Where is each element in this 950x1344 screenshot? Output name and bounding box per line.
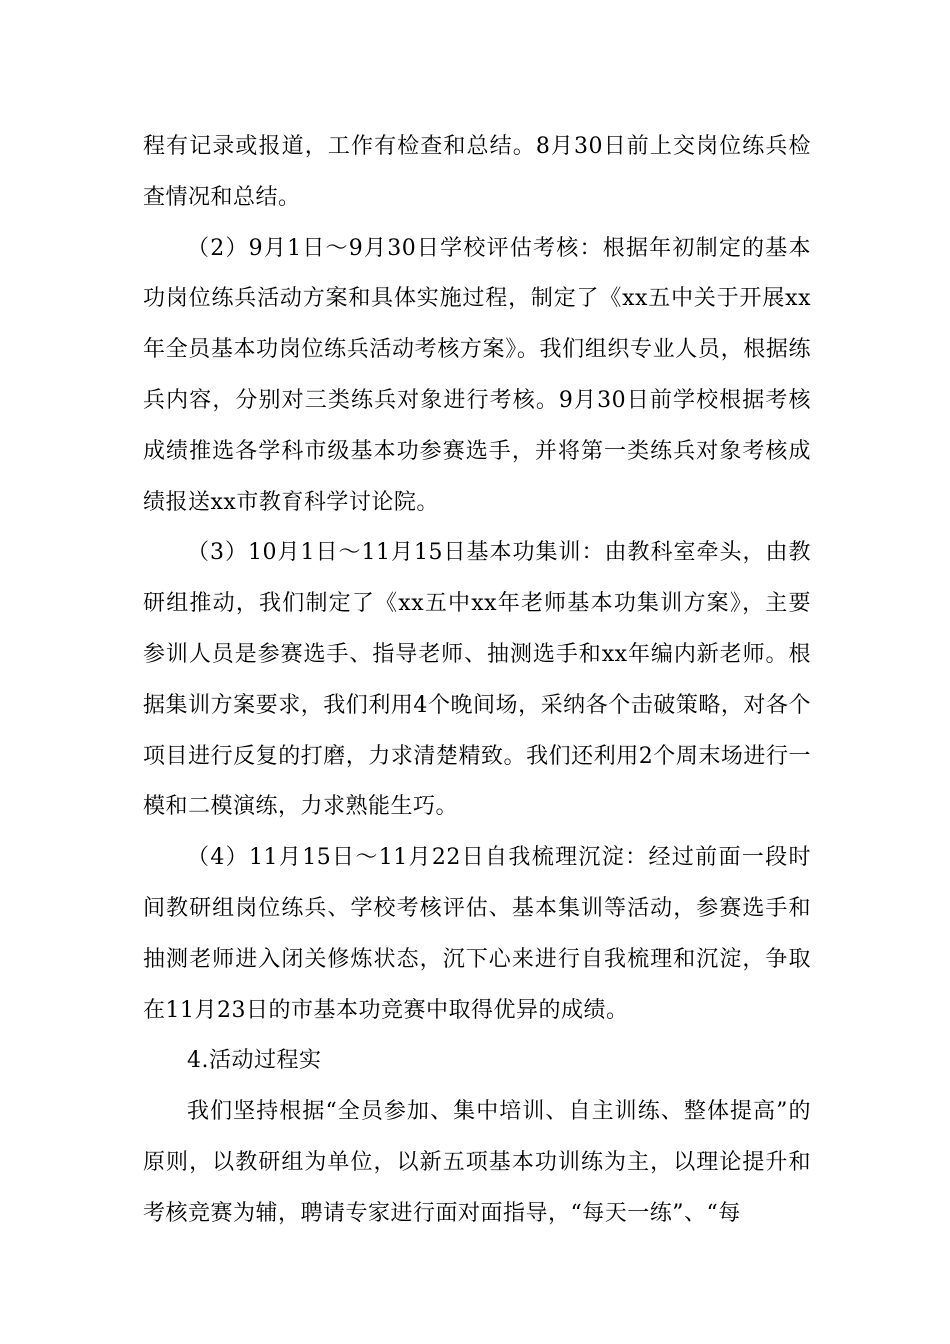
paragraph-continuation: 程有记录或报道，工作有检查和总结。8月30日前上交岗位练兵检查情况和总结。 [143, 134, 811, 210]
paragraph-process: 我们坚持根据“全员参加、集中培训、自主训练、整体提高”的原则，以教研组为单位，以新五项基本功训练为主，以理论提升和考核竞赛为辅，聘请专家进行面对面指导，“每天一练”、“每 [143, 1099, 811, 1226]
document-body [143, 122, 811, 1240]
paragraph-step-2: （2）9月1日～9月30日学校评估考核：根据年初制定的基本功岗位练兵活动方案和具体实施过程，制定了《xx五中关于开展xx年全员基本功岗位练兵活动考核方案》。我们组织专业人员，根据练兵内容，分别对三类练兵对象进行考核。9月30日前学校根据考核成绩推选各学科市级基本功参赛选手，并将第一类练兵对象考核成绩报送xx市教育科学讨论院。 [143, 235, 811, 515]
paragraph-step-4: （4）11月15日～11月22日自我梳理沉淀：经过前面一段时间教研组岗位练兵、学校考核评估、基本集训等活动，参赛选手和抽测老师进入闭关修炼状态，沉下心来进行自我梳理和沉淀，争取在11月23日的市基本功竞赛中取得优异的成绩。 [143, 845, 811, 1023]
section-heading-activity-process: 4.活动过程实 [187, 1048, 322, 1074]
paragraph-step-3: （3）10月1日～11月15日基本功集训：由教科室牵头，由教研组推动，我们制定了《xx五中xx年老师基本功集训方案》，主要参训人员是参赛选手、指导老师、抽测选手和xx年编内新老师。根据集训方案要求，我们利用4个晚间场，采纳各个击破策略，对各个项目进行反复的打磨，力求清楚精致。我们还利用2个周末场进行一模和二模演练，力求熟能生巧。 [143, 540, 811, 820]
